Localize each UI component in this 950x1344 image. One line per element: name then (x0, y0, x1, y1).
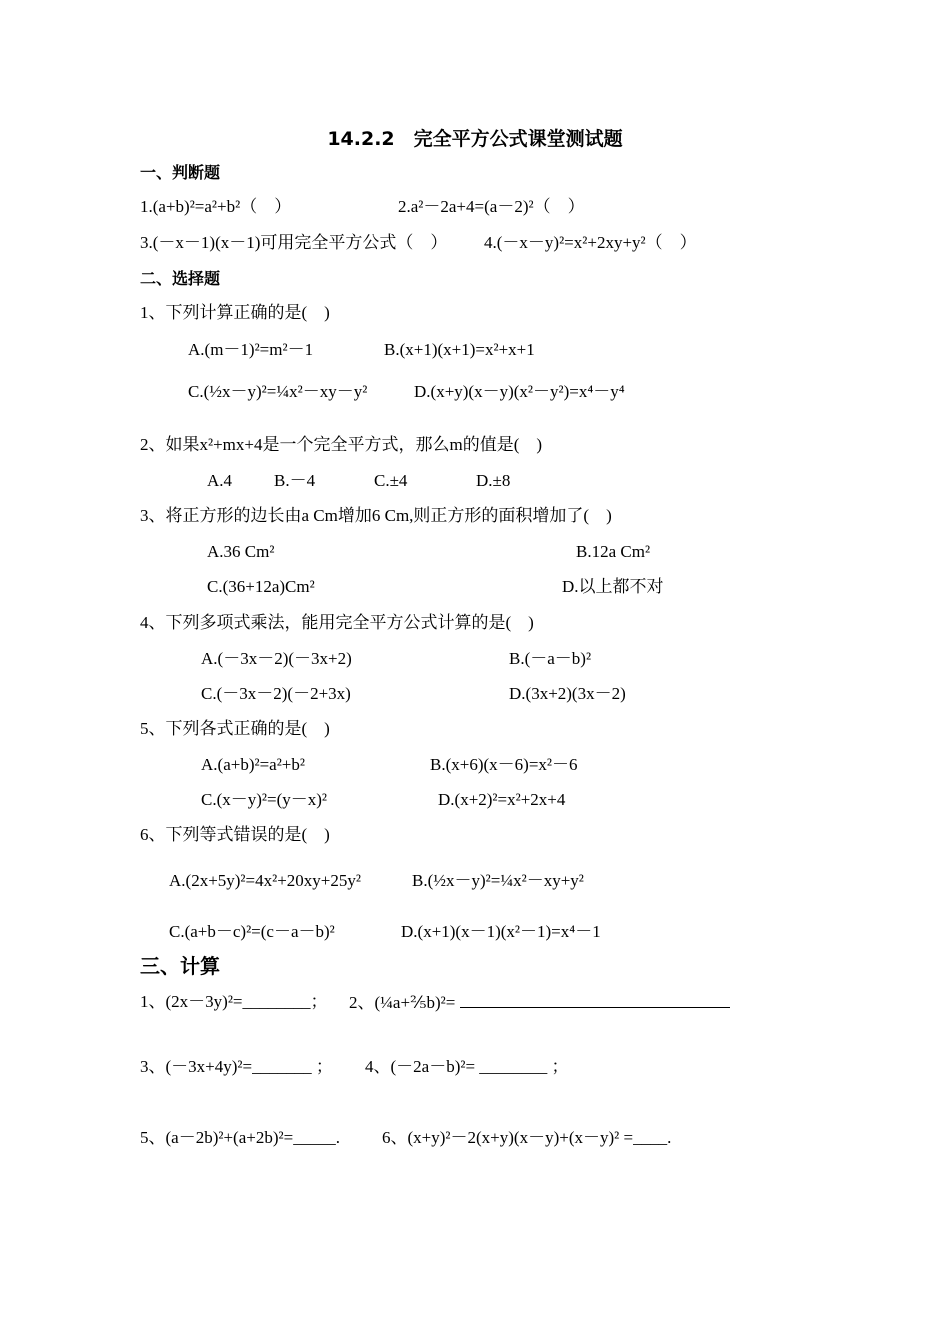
question-5-stem: 5、下列各式正确的是( ) (140, 719, 330, 738)
calc-item-5: 5、(a－2b)²+(a+2b)²=_____. (140, 1128, 340, 1147)
calc-item-3: 3、(－3x+4y)²=_______ ； (140, 1057, 333, 1076)
q4-option-c: C.(－3x－2)(－2+3x) (201, 684, 351, 703)
q3-option-d: D.以上都不对 (562, 577, 664, 596)
question-3-stem: 3、将正方形的边长由a Cm增加6 Cm,则正方形的面积增加了( ) (140, 506, 612, 525)
section-2-heading: 二、选择题 (140, 269, 221, 288)
q1-option-c: C.(½x－y)²=¼x²－xy－y² (188, 382, 368, 401)
q6-option-c: C.(a+b－c)²=(c－a－b)² (169, 922, 335, 941)
q3-option-b: B.12a Cm² (576, 542, 651, 561)
judge-item-2: 2.a²－2a+4=(a－2)²（ ） (398, 197, 585, 216)
question-1-stem: 1、下列计算正确的是( ) (140, 303, 330, 322)
calc-item-2 (349, 991, 730, 1014)
q6-option-a: A.(2x+5y)²=4x²+20xy+25y² (169, 871, 361, 890)
section-1-heading: 一、判断题 (140, 163, 221, 182)
q2-option-a: A.4 (207, 471, 233, 490)
q6-option-d: D.(x+1)(x－1)(x²－1)=x⁴－1 (401, 922, 601, 941)
q4-option-d: D.(3x+2)(3x－2) (509, 684, 626, 703)
judge-item-3: 3.(－x－1)(x－1)可用完全平方公式（ ） (140, 233, 448, 252)
page-title: 14.2.2 完全平方公式课堂测试题 (327, 128, 623, 150)
q5-option-d: D.(x+2)²=x²+2x+4 (438, 790, 566, 809)
q6-option-b: B.(½x－y)²=¼x²－xy+y² (412, 871, 584, 890)
q2-option-d: D.±8 (476, 471, 511, 490)
q1-option-d: D.(x+y)(x－y)(x²－y²)=x⁴－y⁴ (414, 382, 625, 401)
question-6-stem: 6、下列等式错误的是( ) (140, 825, 330, 844)
q4-option-a: A.(－3x－2)(－3x+2) (201, 649, 352, 668)
q4-option-b: B.(－a－b)² (509, 649, 592, 668)
question-2-stem: 2、如果x²+mx+4是一个完全平方式，那么m的值是( ) (140, 435, 543, 454)
calc-item-1: 1、(2x－3y)²=________； (140, 992, 328, 1011)
calc-item-4: 4、(－2a－b)²= ________ ； (365, 1057, 569, 1076)
q5-option-c: C.(x－y)²=(y－x)² (201, 790, 328, 809)
q2-option-b: B.－4 (274, 471, 316, 490)
q1-option-a: A.(m－1)²=m²－1 (188, 340, 314, 359)
answer-blank[interactable] (460, 991, 730, 1008)
judge-item-4: 4.(－x－y)²=x²+2xy+y²（ ） (484, 233, 697, 252)
calc-item-2-text: 2、(¼a+⅖b)²= (349, 993, 456, 1012)
q3-option-c: C.(36+12a)Cm² (207, 577, 315, 596)
q3-option-a: A.36 Cm² (207, 542, 275, 561)
question-4-stem: 4、下列多项式乘法，能用完全平方公式计算的是( ) (140, 613, 534, 632)
section-3-heading: 三、计算 (140, 954, 220, 978)
q5-option-b: B.(x+6)(x－6)=x²－6 (430, 755, 578, 774)
q5-option-a: A.(a+b)²=a²+b² (201, 755, 305, 774)
calc-item-6: 6、(x+y)²－2(x+y)(x－y)+(x－y)² =____. (382, 1128, 672, 1147)
judge-item-1: 1.(a+b)²=a²+b²（ ） (140, 197, 292, 216)
q1-option-b: B.(x+1)(x+1)=x²+x+1 (384, 340, 535, 359)
q2-option-c: C.±4 (374, 471, 408, 490)
